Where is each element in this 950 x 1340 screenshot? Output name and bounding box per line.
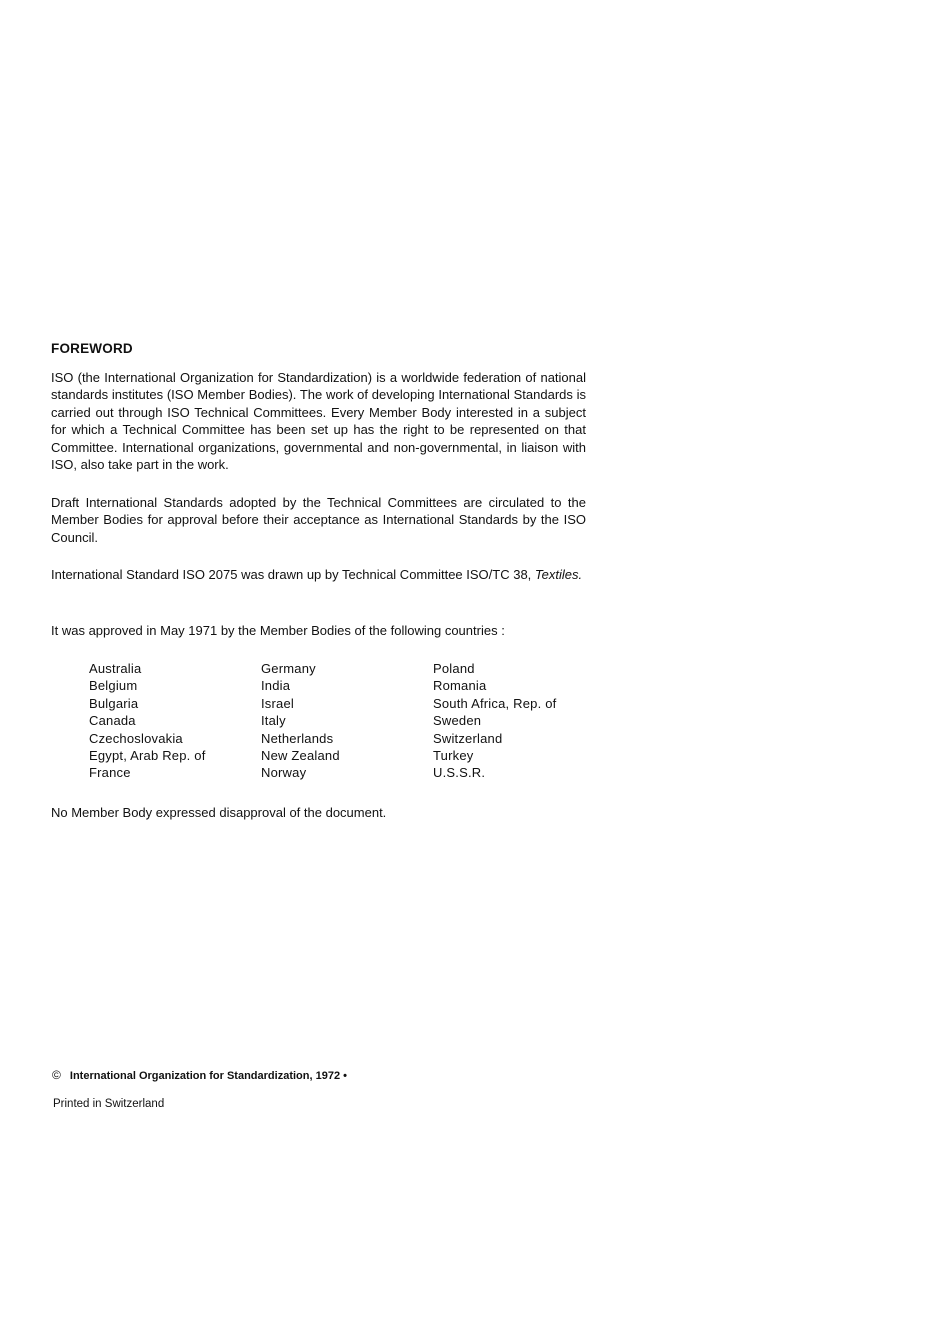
country-name: Australia — [89, 661, 142, 676]
foreword-paragraph-iso: ISO (the International Organization for Standardization) is a worldwide federation of national standards institutes (ISO Member Bodies). The work of developing International Standards is carried out through ISO Technical Committees. Every Member Body interested in a subject for which a Technical Committee has been set up has the right to be represented on that Committee. International organizations, governmental and non-governmental, in liaison with ISO, also take part in the work. — [51, 370, 586, 473]
country-name: Italy — [261, 713, 286, 729]
country-name: Turkey — [433, 748, 474, 764]
country-column — [261, 660, 340, 782]
foreword-paragraph-committee — [51, 566, 586, 583]
country-name: South Africa, Rep. of — [433, 695, 557, 711]
country-name: Poland — [433, 661, 475, 676]
country-column — [89, 660, 206, 782]
copyright-icon: © — [52, 1068, 61, 1082]
country-name: Germany — [261, 661, 316, 676]
copyright-notice — [52, 1068, 347, 1082]
country-name: France — [89, 765, 131, 781]
country-name: Israel — [261, 695, 294, 711]
country-name: Switzerland — [433, 730, 503, 746]
country-column — [433, 660, 556, 782]
country-name: Belgium — [89, 678, 138, 694]
country-name: India — [261, 678, 291, 694]
foreword-paragraph-approval: It was approved in May 1971 by the Member Bodies of the following countries : — [51, 623, 505, 638]
country-name: U.S.S.R. — [433, 765, 486, 781]
copyright-text: International Organization for Standardization, 1972 • — [69, 1070, 347, 1082]
committee-text: International Standard ISO 2075 was drawn up by Technical Committee ISO/TC 38, — [51, 567, 532, 582]
country-name: Czechoslovakia — [89, 730, 183, 746]
country-name: Netherlands — [261, 730, 334, 746]
country-name: Egypt, Arab Rep. of — [89, 748, 206, 764]
foreword-paragraph-disapproval: No Member Body expressed disapproval of the document. — [51, 805, 387, 820]
foreword-heading: FOREWORD — [51, 341, 133, 356]
foreword-paragraph-draft: Draft International Standards adopted by the Technical Committees are circulated to the Member Bodies for approval before their acceptance as International Standards by the ISO Council. — [51, 495, 586, 545]
country-name: Sweden — [433, 713, 482, 729]
committee-title: Textiles. — [534, 567, 583, 582]
country-name: New Zealand — [261, 748, 340, 764]
country-name: Canada — [89, 713, 136, 729]
country-name: Norway — [261, 765, 307, 781]
country-name: Romania — [433, 678, 487, 694]
printed-location: Printed in Switzerland — [53, 1098, 165, 1110]
country-name: Bulgaria — [89, 695, 139, 711]
